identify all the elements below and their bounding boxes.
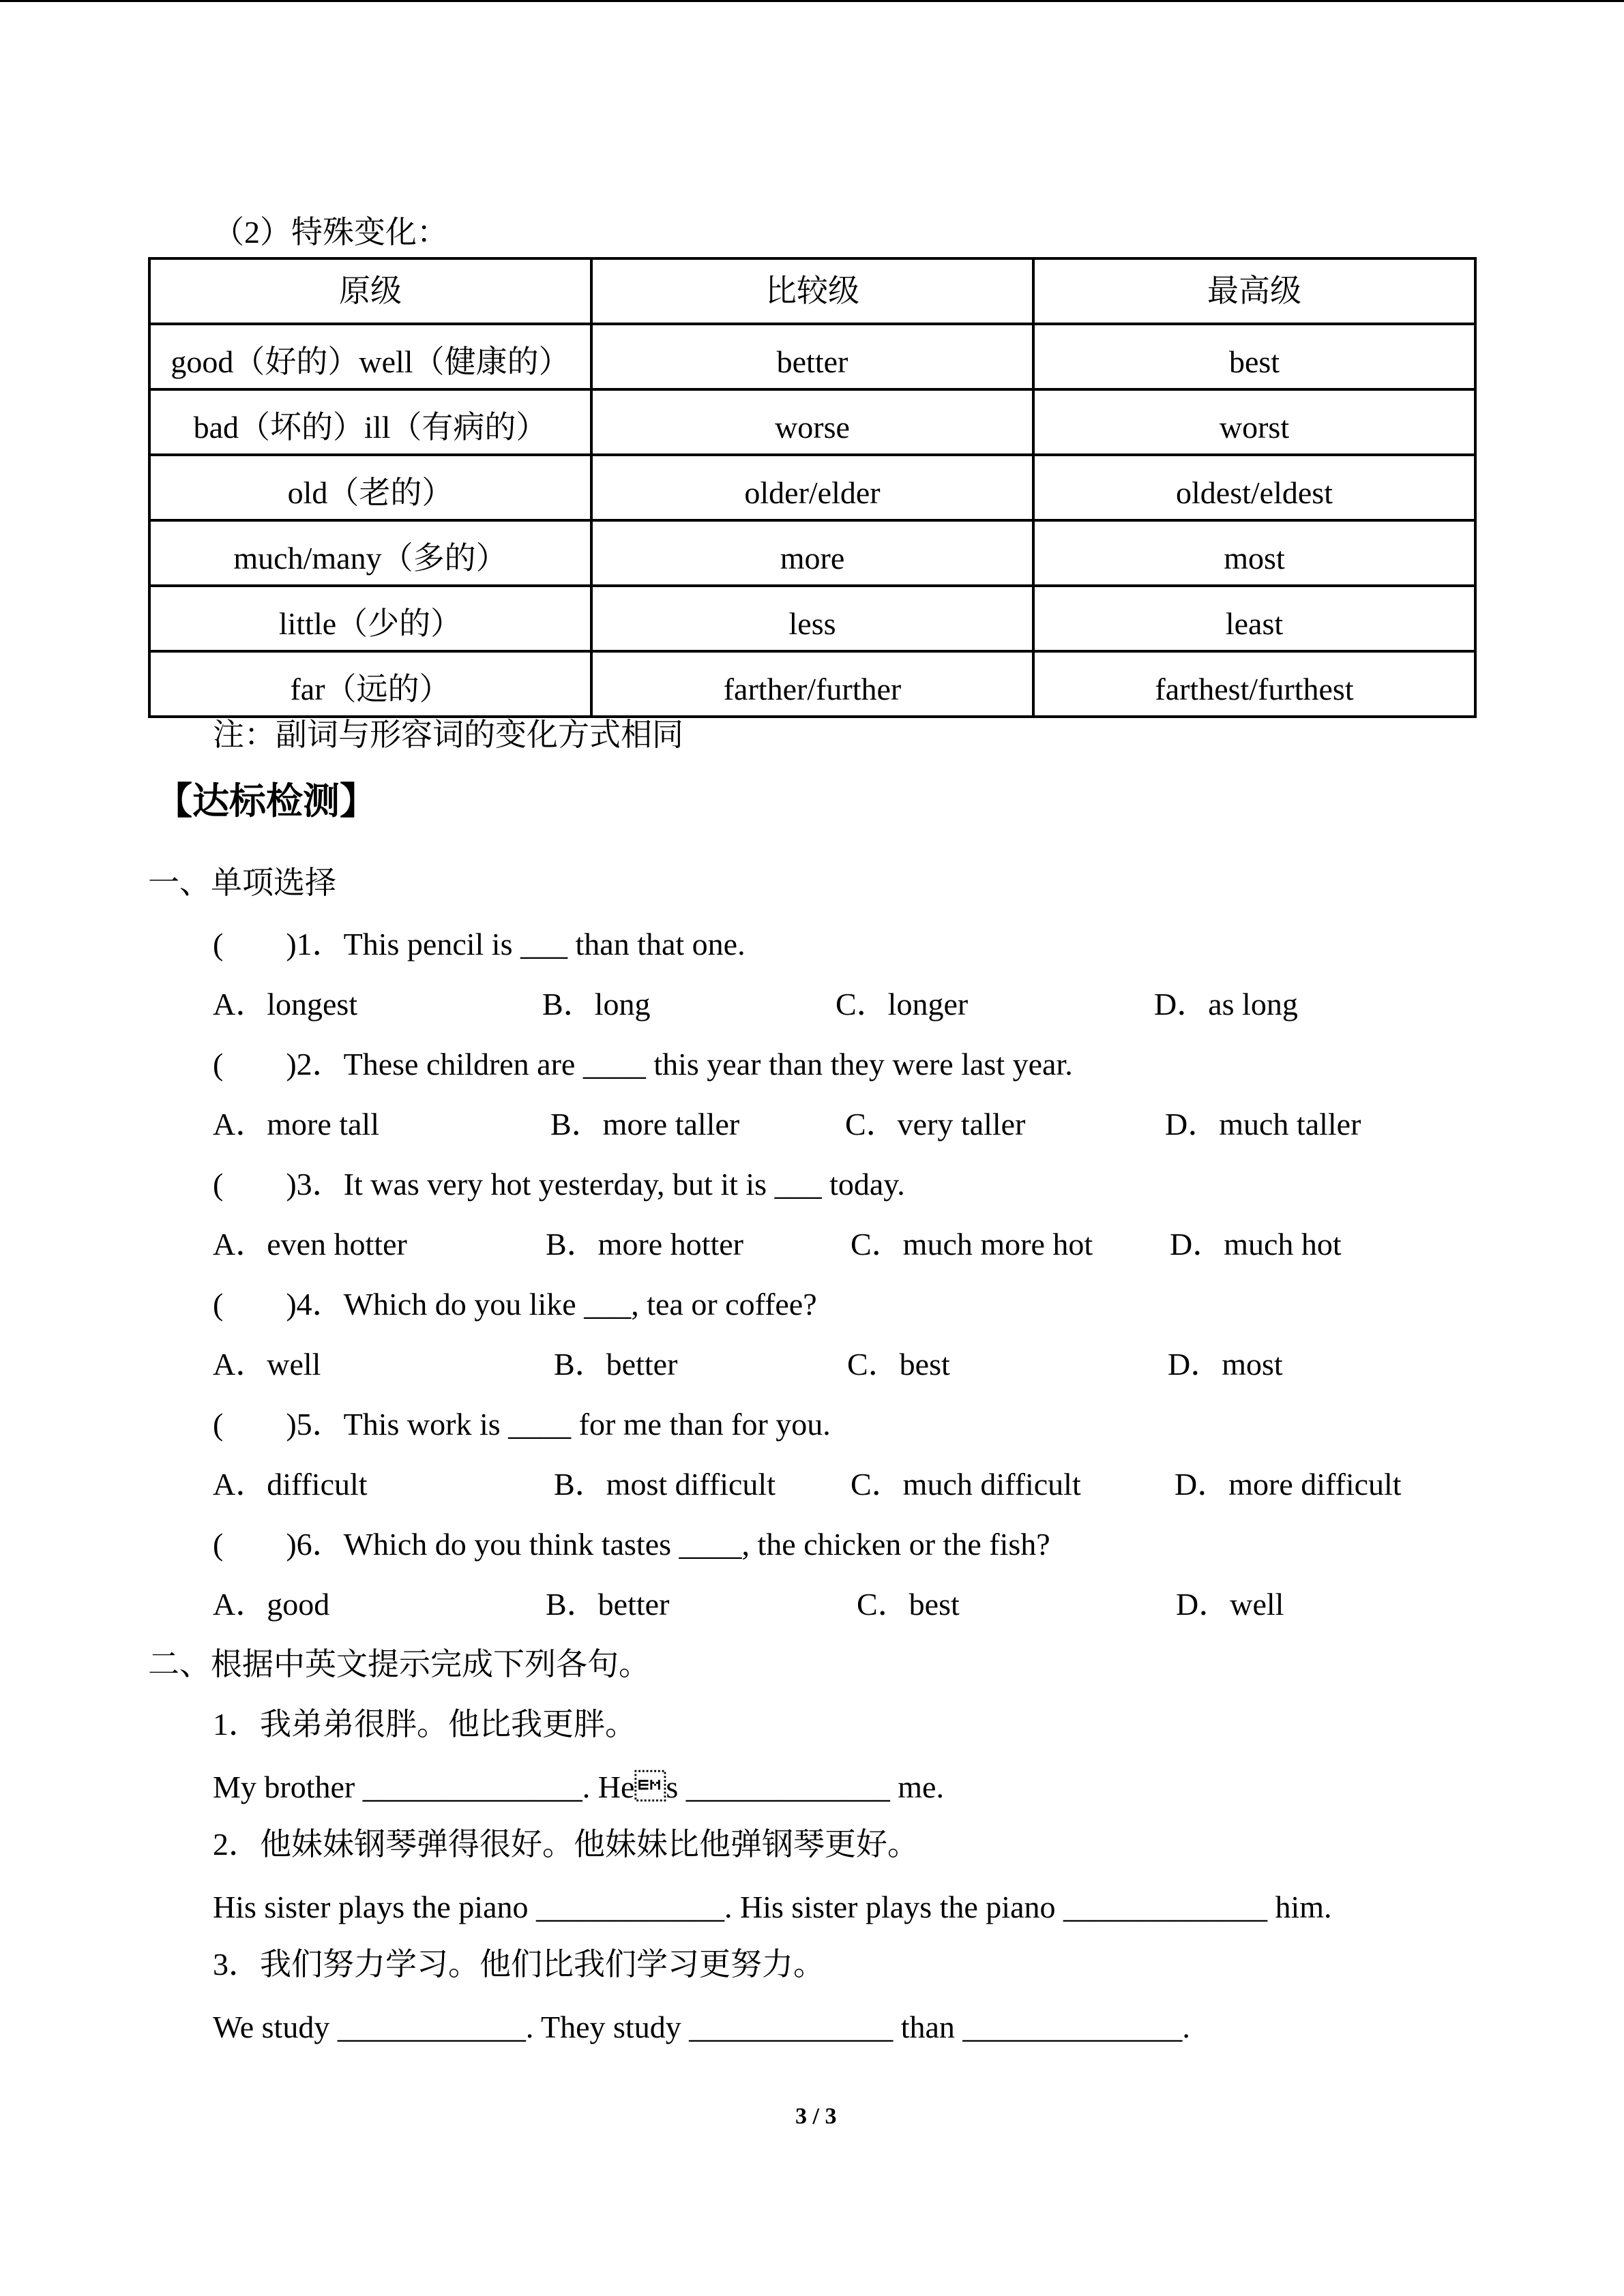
question-stem: ( )4．Which do you like ___, tea or coffee? [213,1287,817,1322]
option-b: B．better [546,1587,670,1622]
header-cell: 原级 [149,258,591,324]
option-b: B．more taller [550,1107,740,1142]
part1-title: 一、单项选择 [148,865,336,900]
question-stem: ( )1．This pencil is ___ than that one. [213,927,745,961]
option-d: D．most [1168,1347,1283,1382]
translation-sentence: His sister plays the piano ____________. His sister plays the piano _____________ him. [213,1890,1332,1924]
header-cell: 最高级 [1033,258,1475,324]
table-row [149,389,1475,455]
translation-prompt: 2．他妹妹钢琴弹得很好。他妹妹比他弹钢琴更好。 [213,1827,919,1862]
table-cell: less [591,586,1033,651]
translation-prompt: 1．我弟弟很胖。他比我更胖。 [213,1707,636,1742]
question-stem: ( )2．These children are ____ this year than they were last year. [213,1047,1073,1082]
table-cell: old（老的） [149,455,591,520]
option-b: B．more hotter [546,1227,743,1262]
table-row [149,651,1475,717]
part2-title: 二、根据中英文提示完成下列各句。 [148,1647,650,1682]
table-cell: oldest/eldest [1033,455,1475,520]
top-border [0,0,1624,2]
option-b: B．long [542,987,651,1022]
subhead: （2）特殊变化： [213,215,448,250]
table-cell: good（好的）well（健康的） [149,324,591,389]
table-row [149,324,1475,389]
option-d: D．much taller [1165,1107,1361,1142]
table-cell: little（少的） [149,586,591,651]
table-cell: far（远的） [149,651,591,717]
option-d: D．as long [1154,987,1298,1022]
option-d: D．more difficult [1175,1467,1402,1502]
option-d: D．well [1176,1587,1284,1622]
option-c: C．best [857,1587,960,1622]
option-a: A．difficult [213,1467,368,1502]
option-b: B．better [554,1347,678,1382]
option-a: A．more tall [213,1107,379,1142]
option-c: C．best [847,1347,950,1382]
header-cell: 比较级 [591,258,1033,324]
option-a: A．good [213,1587,330,1622]
option-b: B．most difficult [554,1467,776,1502]
table-cell: best [1033,324,1475,389]
section-title: 【达标检测】 [156,781,377,822]
table-cell: better [591,324,1033,389]
table-cell: worst [1033,389,1475,455]
table-row [149,455,1475,520]
table-cell: older/elder [591,455,1033,520]
translation-sentence: My brother ______________. Hes _____________ me. [213,1770,944,1804]
translation-sentence: We study ____________. They study _____________ than ______________. [213,2010,1190,2044]
table-row [149,520,1475,586]
table-cell: bad（坏的）ill（有病的） [149,389,591,455]
option-c: C．much difficult [851,1467,1081,1502]
translation-prompt: 3．我们努力学习。他们比我们学习更努力。 [213,1947,825,1982]
table-cell: much/many（多的） [149,520,591,586]
option-c: C．much more hot [851,1227,1093,1262]
option-c: C．longer [836,987,969,1022]
table-header-row [149,258,1475,324]
option-d: D．much hot [1170,1227,1342,1262]
table-cell: farther/further [591,651,1033,717]
option-a: A．even hotter [213,1227,407,1262]
page-number: 3 / 3 [795,2104,837,2129]
table-cell: more [591,520,1033,586]
table-row [149,586,1475,651]
table-cell: least [1033,586,1475,651]
comparison-table [148,257,1477,718]
option-c: C．very taller [845,1107,1026,1142]
option-a: A．well [213,1347,321,1382]
question-stem: ( )6．Which do you think tastes ____, the chicken or the fish? [213,1527,1050,1562]
table-cell: most [1033,520,1475,586]
question-stem: ( )5．This work is ____ for me than for you. [213,1407,831,1442]
table-cell: worse [591,389,1033,455]
table-cell: farthest/furthest [1033,651,1475,717]
question-stem: ( )3．It was very hot yesterday, but it is ___ today. [213,1167,905,1202]
option-a: A．longest [213,987,358,1022]
note: 注：副词与形容词的变化方式相同 [213,717,683,752]
